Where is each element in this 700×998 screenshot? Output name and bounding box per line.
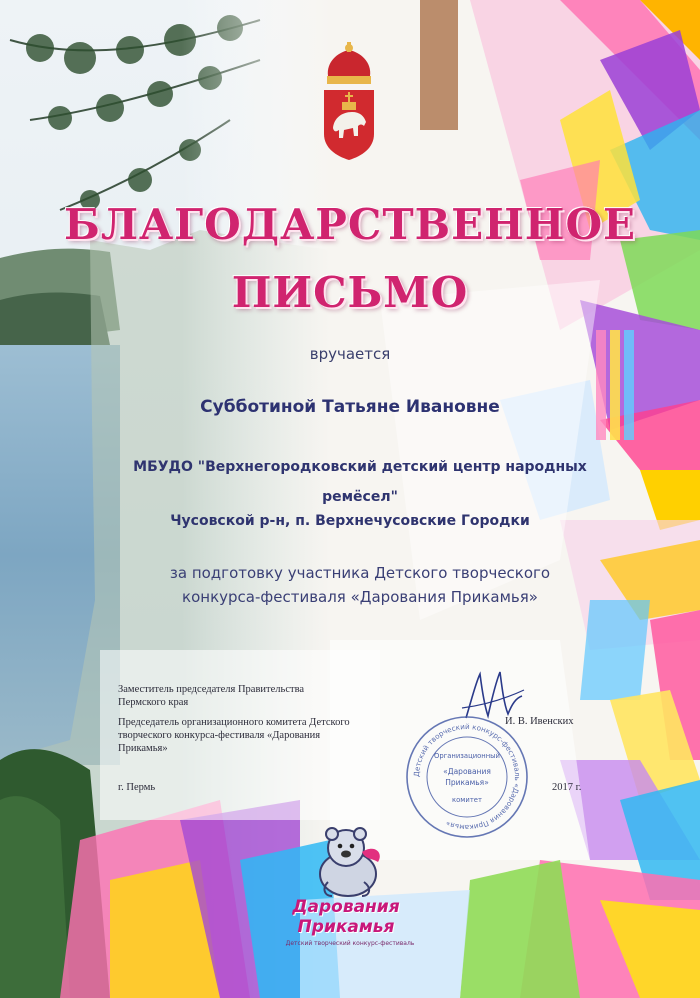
organization-name: МБУДО "Верхнегородковский детский центр народных ремёсел"	[133, 459, 587, 505]
official-stamp	[404, 714, 530, 840]
title-line-2: ПИСЬМО	[231, 268, 469, 317]
signatory-title-2: Председатель организационного комитета Детского творческого конкурса-фестиваля «Дарования Прикамья»	[118, 717, 350, 754]
awarded-label: вручается	[309, 345, 391, 363]
title-line-1: БЛАГОДАРСТВЕННОЕ	[63, 200, 637, 249]
stamp-center-line-3: Прикамья»	[445, 778, 489, 787]
signatory-title-1: Заместитель председателя Правительства Пермского края	[118, 684, 305, 708]
stamp-ring-text: Детский творческий конкурс-фестиваль «Дарования Прикамья»	[411, 721, 523, 833]
city-label: г. Пермь	[118, 782, 156, 793]
stamp-center-line-2: «Дарования	[443, 767, 491, 776]
logo-line-1: Дарования	[292, 897, 400, 917]
coat-of-arms	[318, 42, 380, 162]
logo-line-2: Прикамья	[297, 917, 395, 937]
location: Чусовской р-н, п. Верхнечусовские Городки	[170, 513, 530, 529]
stamp-center-line-1: Организационный	[434, 752, 500, 760]
signer-name: И. В. Ивенских	[505, 716, 574, 727]
recipient-name: Субботиной Татьяне Ивановне	[200, 397, 500, 417]
svg-text:Детский творческий конкурс-фес	[412, 722, 522, 832]
bear-mascot	[306, 822, 390, 900]
award-reason: за подготовку участника Детского творческого конкурса-фестиваля «Дарования Прикамья»	[169, 564, 551, 606]
year-label: 2017 г.	[552, 782, 582, 793]
logo-subtitle: Детский творческий конкурс-фестиваль	[285, 940, 415, 947]
stamp-center-line-4: комитет	[452, 796, 482, 804]
